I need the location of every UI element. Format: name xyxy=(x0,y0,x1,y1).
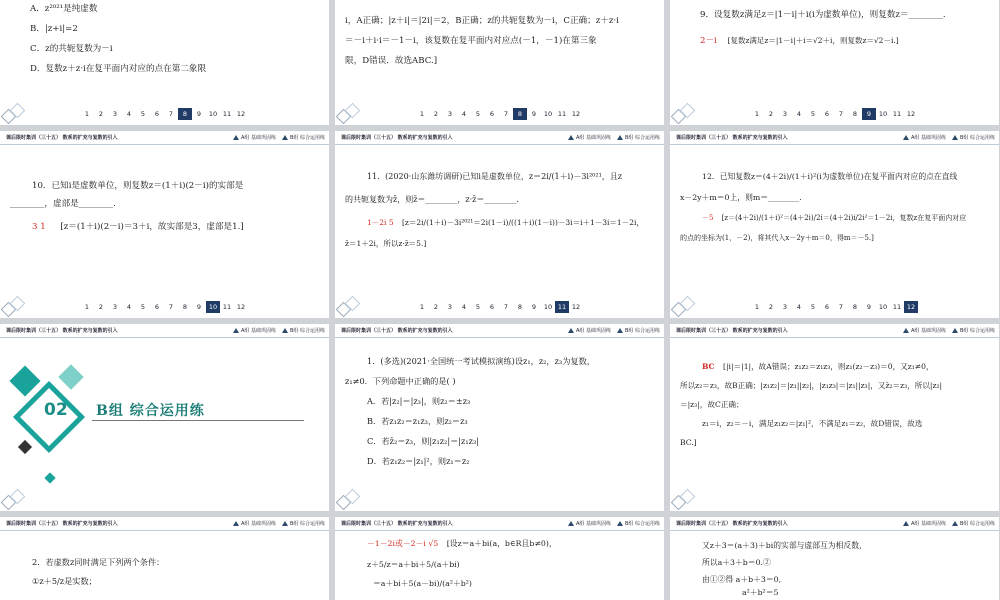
page-10-button[interactable]: 10 xyxy=(206,301,220,313)
page-11-button[interactable]: 11 xyxy=(222,110,232,118)
page-3-button[interactable]: 3 xyxy=(447,303,453,311)
page-5-button[interactable]: 5 xyxy=(475,303,481,311)
question-text: 11．(2020·山东潍坊调研)已知i是虚数单位，z＝2i/(1＋i)－3i²⁰²¹，且z xyxy=(367,172,623,181)
page-4-button[interactable]: 4 xyxy=(126,303,132,311)
pager[interactable] xyxy=(750,108,918,120)
slide-11[interactable] xyxy=(335,131,664,318)
page-1-button[interactable]: 1 xyxy=(419,110,425,118)
page-2-button[interactable]: 2 xyxy=(98,303,104,311)
page-3-button[interactable]: 3 xyxy=(782,303,788,311)
nav-b-group[interactable]: B组 综合运用练 xyxy=(617,134,660,141)
explanation-text: 所以a＋3＋b＝0.② xyxy=(702,558,771,567)
page-1-button[interactable]: 1 xyxy=(84,303,90,311)
answer-text: 1－2i 5 xyxy=(367,218,394,227)
page-9-button[interactable]: 9 xyxy=(196,303,202,311)
slide-12[interactable] xyxy=(670,131,999,318)
page-1-button[interactable]: 1 xyxy=(754,110,760,118)
page-1-button[interactable]: 1 xyxy=(84,110,90,118)
slide-b1[interactable] xyxy=(335,324,664,511)
page-7-button[interactable]: 7 xyxy=(168,110,174,118)
section-title: B组 综合运用练 xyxy=(96,403,205,419)
page-10-button[interactable]: 10 xyxy=(543,110,553,118)
page-12-button[interactable]: 12 xyxy=(904,301,918,313)
triangle-icon xyxy=(233,135,239,140)
question-text: 10．已知i是虚数单位，则复数z＝(1＋i)(2－i)的实部是 xyxy=(32,181,244,191)
page-11-button[interactable]: 11 xyxy=(222,303,232,311)
slide-b1-answer[interactable] xyxy=(670,324,999,511)
page-10-button[interactable]: 10 xyxy=(878,303,888,311)
page-6-button[interactable]: 6 xyxy=(489,110,495,118)
nav-b-group[interactable]: B组 综合运用练 xyxy=(952,134,995,141)
slide-header: 课后限时集训（三十五） 数系的扩充与复数的引入 A组 基础巩固练 B组 综合运用练 xyxy=(0,517,329,531)
nav-a-group[interactable]: A组 基础巩固练 xyxy=(903,327,946,334)
triangle-icon xyxy=(282,135,288,140)
page-12-button[interactable]: 12 xyxy=(236,303,246,311)
page-12-button[interactable]: 12 xyxy=(571,303,581,311)
option-b: B．|z+i|=2 xyxy=(30,24,78,34)
page-3-button[interactable]: 3 xyxy=(112,110,118,118)
nav-a-group[interactable]: A组 基础巩固练 xyxy=(233,134,276,141)
answer-text: －5 xyxy=(702,214,714,222)
question-text: x－2y＋m＝0上，则m＝________. xyxy=(680,193,802,202)
slide-9[interactable] xyxy=(670,0,999,125)
triangle-icon xyxy=(903,521,909,526)
slide-header: 课后限时集训（三十五） 数系的扩充与复数的引入 A组 基础巩固练 B组 综合运用练 xyxy=(670,131,999,145)
page-11-button[interactable]: 11 xyxy=(555,301,569,313)
corner-decoration xyxy=(672,489,696,509)
page-3-button[interactable]: 3 xyxy=(782,110,788,118)
option-c: C．若z̄₂＝z₃，则|z₁z₂|＝|z₁z₃| xyxy=(367,436,479,446)
triangle-icon xyxy=(568,328,574,333)
pager[interactable] xyxy=(80,301,248,313)
explanation-text: [|i|＝|1|，故A错误；z₁z₂＝z₁z₃，则z₁(z₂－z₃)＝0，又z₁≠0， xyxy=(723,362,934,371)
page-11-button[interactable]: 11 xyxy=(892,303,902,311)
explanation-text: ＝a＋bi＋5(a－bi)/(a²＋b²) xyxy=(373,579,472,588)
option-a: A．z²⁰²¹是纯虚数 xyxy=(30,4,98,14)
triangle-icon xyxy=(233,328,239,333)
triangle-icon xyxy=(617,135,623,140)
explanation-text: z＋5/z＝a＋bi＋5/(a＋bi) xyxy=(367,560,460,569)
explanation-text: z₁＝i，z₂＝－i，满足z₁z₂＝|z₁|²，不满足z₁＝z₂，故D错误，故选 xyxy=(702,419,923,428)
option-d: D．复数z＋z·i在复平面内对应的点在第二象限 xyxy=(30,64,207,74)
explanation-text: [z＝(4＋2i)/(1＋i)²＝(4＋2i)/2i＝(4＋2i)i/2i²＝1－2i，复数z在复平面内对应 xyxy=(721,214,967,222)
page-5-button[interactable]: 5 xyxy=(475,110,481,118)
page-8-button[interactable]: 8 xyxy=(513,108,527,120)
question-text: ①z＋5/z是实数； xyxy=(32,576,97,586)
page-7-button[interactable]: 7 xyxy=(838,303,844,311)
nav-a-group[interactable]: A组 基础巩固练 xyxy=(568,520,611,527)
page-10-button[interactable]: 10 xyxy=(208,110,218,118)
page-9-button[interactable]: 9 xyxy=(866,303,872,311)
page-2-button[interactable]: 2 xyxy=(98,110,104,118)
slide-b2[interactable] xyxy=(0,517,329,600)
nav-b-group[interactable]: B组 综合运用练 xyxy=(617,327,660,334)
triangle-icon xyxy=(568,135,574,140)
nav-a-group[interactable]: A组 基础巩固练 xyxy=(233,520,276,527)
corner-decoration xyxy=(337,489,361,509)
page-11-button[interactable]: 11 xyxy=(892,110,902,118)
slide-header: 课后限时集训（三十五） 数系的扩充与复数的引入 A组 基础巩固练 B组 综合运用练 xyxy=(0,131,329,145)
page-12-button[interactable]: 12 xyxy=(906,110,916,118)
nav-a-group[interactable]: A组 基础巩固练 xyxy=(233,327,276,334)
light-diamond xyxy=(58,364,83,389)
question-text: 12．已知复数z＝(4＋2i)/(1＋i)²(i为虚数单位)在复平面内对应的点在直线 xyxy=(702,172,958,181)
page-2-button[interactable]: 2 xyxy=(768,303,774,311)
slide-b2-answer[interactable] xyxy=(335,517,664,600)
page-7-button[interactable]: 7 xyxy=(838,110,844,118)
page-3-button[interactable]: 3 xyxy=(112,303,118,311)
page-12-button[interactable]: 12 xyxy=(236,110,246,118)
question-text: 的共轭复数为z̄，则z̄＝________，z·z̄＝________. xyxy=(345,195,519,204)
page-2-button[interactable]: 2 xyxy=(433,110,439,118)
triangle-icon xyxy=(233,521,239,526)
page-4-button[interactable]: 4 xyxy=(796,110,802,118)
page-7-button[interactable]: 7 xyxy=(168,303,174,311)
page-11-button[interactable]: 11 xyxy=(557,110,567,118)
explanation-text: 由①②得 a＋b＋3＝0, xyxy=(702,575,782,584)
page-9-button[interactable]: 9 xyxy=(196,110,202,118)
explanation-text: z̄＝1＋2i，所以z·z̄＝5.] xyxy=(345,239,427,248)
explanation-text: [设z＝a＋bi(a，b∈R且b≠0)， xyxy=(446,539,557,548)
triangle-icon xyxy=(617,328,623,333)
question-text: 2．若虚数z同时满足下列两个条件： xyxy=(32,557,165,567)
page-6-button[interactable]: 6 xyxy=(489,303,495,311)
nav-b-group[interactable]: B组 综合运用练 xyxy=(282,520,325,527)
nav-a-group[interactable]: A组 基础巩固练 xyxy=(568,327,611,334)
page-8-button[interactable]: 8 xyxy=(517,303,523,311)
page-5-button[interactable]: 5 xyxy=(810,110,816,118)
option-d: D．若z₁z₂＝|z₁|²，则z₁＝z₂ xyxy=(367,456,470,466)
page-4-button[interactable]: 4 xyxy=(796,303,802,311)
nav-b-group[interactable]: B组 综合运用练 xyxy=(952,520,995,527)
explanation-text: ＝|z₃|，故C正确； xyxy=(680,400,744,409)
triangle-icon xyxy=(952,521,958,526)
explanation-line: 限，D错误．故选ABC.] xyxy=(345,56,438,66)
page-8-button[interactable]: 8 xyxy=(178,108,192,120)
section-underline xyxy=(92,420,304,421)
corner-decoration xyxy=(672,103,696,123)
slide-10[interactable] xyxy=(0,131,329,318)
nav-b-group[interactable]: B组 综合运用练 xyxy=(282,134,325,141)
explanation-line: i，A正确；|z＋i|＝|2i|＝2，B正确；z的共轭复数为－i，C正确；z＋z·i xyxy=(345,16,619,26)
page-5-button[interactable]: 5 xyxy=(810,303,816,311)
page-4-button[interactable]: 4 xyxy=(461,110,467,118)
triangle-icon xyxy=(952,135,958,140)
page-8-button[interactable]: 8 xyxy=(852,110,858,118)
triangle-icon xyxy=(617,521,623,526)
slide-header: 课后限时集训（三十五） 数系的扩充与复数的引入 A组 基础巩固练 B组 综合运用练 xyxy=(335,324,664,338)
page-12-button[interactable]: 12 xyxy=(571,110,581,118)
slide-header: 课后限时集训（三十五） 数系的扩充与复数的引入 A组 基础巩固练 B组 综合运用练 xyxy=(670,517,999,531)
triangle-icon xyxy=(282,521,288,526)
answer-text: 2－i xyxy=(700,36,717,46)
answer-text: BC xyxy=(702,362,715,371)
explanation-text: 所以z₂＝z₃，故B正确；|z₁z₂|＝|z₁||z₂|，|z₁z₃|＝|z₁||z₃|，又z̄₂＝z₃，所以|z₂| xyxy=(680,381,943,390)
page-3-button[interactable]: 3 xyxy=(447,110,453,118)
explanation-text: a²＋b²＝5 xyxy=(742,588,779,597)
corner-decoration xyxy=(337,103,361,123)
page-2-button[interactable]: 2 xyxy=(433,303,439,311)
nav-a-group[interactable]: A组 基础巩固练 xyxy=(903,520,946,527)
page-10-button[interactable]: 10 xyxy=(543,303,553,311)
nav-b-group[interactable]: B组 综合运用练 xyxy=(952,327,995,334)
page-10-button[interactable]: 10 xyxy=(878,110,888,118)
page-6-button[interactable]: 6 xyxy=(824,303,830,311)
page-4-button[interactable]: 4 xyxy=(461,303,467,311)
nav-b-group[interactable]: B组 综合运用练 xyxy=(282,327,325,334)
slide-8[interactable] xyxy=(0,0,329,125)
small-diamond xyxy=(44,472,55,483)
page-9-button[interactable]: 9 xyxy=(531,303,537,311)
teal-diamond xyxy=(9,365,40,396)
question-text: z₁≠0．下列命题中正确的是( ) xyxy=(345,376,456,386)
pager[interactable] xyxy=(415,301,583,313)
corner-decoration xyxy=(2,103,26,123)
explanation-text: [z＝2i/(1＋i)－3i²⁰²¹＝2i(1－i)/((1＋i)(1－i))－3i＝i＋1－3i＝1－2i， xyxy=(402,218,644,227)
page-6-button[interactable]: 6 xyxy=(154,110,160,118)
explanation-text: 的点的坐标为(1，－2)，将其代入x－2y＋m＝0，得m＝－5.] xyxy=(680,234,874,242)
question-text: ________，虚部是________. xyxy=(10,199,116,209)
nav-a-group[interactable]: A组 基础巩固练 xyxy=(568,134,611,141)
answer-text: 3 1 xyxy=(32,222,46,232)
slide-header: 课后限时集训（三十五） 数系的扩充与复数的引入 A组 基础巩固练 B组 综合运用练 xyxy=(335,517,664,531)
page-9-button[interactable]: 9 xyxy=(531,110,537,118)
triangle-icon xyxy=(282,328,288,333)
option-b: B．若z₁z₂＝z₁z₃，则z₂＝z₃ xyxy=(367,416,468,426)
explanation-line: ＝－i＋i·i＝－1－i，该复数在复平面内对应点(－1，－1)在第三象 xyxy=(345,36,597,46)
triangle-icon xyxy=(952,328,958,333)
slide-header: 课后限时集训（三十五） 数系的扩充与复数的引入 A组 基础巩固练 B组 综合运用练 xyxy=(0,324,329,338)
page-8-button[interactable]: 8 xyxy=(852,303,858,311)
corner-decoration xyxy=(672,296,696,316)
page-1-button[interactable]: 1 xyxy=(419,303,425,311)
page-5-button[interactable]: 5 xyxy=(140,110,146,118)
slide-header: 课后限时集训（三十五） 数系的扩充与复数的引入 A组 基础巩固练 B组 综合运用练 xyxy=(335,131,664,145)
corner-decoration xyxy=(2,296,26,316)
slide-section-b[interactable] xyxy=(0,324,329,511)
slide-b2-answer-cont[interactable] xyxy=(670,517,999,600)
page-5-button[interactable]: 5 xyxy=(140,303,146,311)
triangle-icon xyxy=(903,135,909,140)
question-text: 9．设复数z满足z＝|1－i|＋i(i为虚数单位)，则复数z＝________. xyxy=(700,10,946,20)
explanation-text: [复数z满足z＝|1－i|＋i＝√2＋i，则复数z＝√2－i.] xyxy=(727,36,899,45)
triangle-icon xyxy=(568,521,574,526)
corner-decoration xyxy=(337,296,361,316)
option-a: A．若|z₂|＝|z₃|，则z₂＝±z₃ xyxy=(367,396,471,406)
page-2-button[interactable]: 2 xyxy=(768,110,774,118)
corner-decoration xyxy=(2,489,26,509)
explanation-text: 又z＋3＝(a＋3)＋bi的实部与虚部互为相反数， xyxy=(702,541,867,550)
nav-b-group[interactable]: B组 综合运用练 xyxy=(617,520,660,527)
page-6-button[interactable]: 6 xyxy=(824,110,830,118)
page-7-button[interactable]: 7 xyxy=(503,303,509,311)
page-4-button[interactable]: 4 xyxy=(126,110,132,118)
pager[interactable] xyxy=(80,108,248,120)
page-7-button[interactable]: 7 xyxy=(503,110,509,118)
question-text: 1．(多选)(2021·全国统一考试模拟演练)设z₁，z₂，z₃为复数， xyxy=(367,356,595,366)
answer-text: －1－2i或－2－i √5 xyxy=(367,539,439,548)
triangle-icon xyxy=(903,328,909,333)
slide-8-answer[interactable] xyxy=(335,0,664,125)
pager[interactable] xyxy=(750,301,918,313)
page-9-button[interactable]: 9 xyxy=(862,108,876,120)
page-1-button[interactable]: 1 xyxy=(754,303,760,311)
page-6-button[interactable]: 6 xyxy=(154,303,160,311)
nav-a-group[interactable]: A组 基础巩固练 xyxy=(903,134,946,141)
pager[interactable] xyxy=(415,108,583,120)
dark-diamond xyxy=(18,440,32,454)
page-8-button[interactable]: 8 xyxy=(182,303,188,311)
option-c: C．z的共轭复数为－i xyxy=(30,44,113,54)
explanation-text: BC.] xyxy=(680,438,697,447)
section-number: 02 xyxy=(44,400,68,420)
explanation-text: [z＝(1＋i)(2－i)＝3＋i，故实部是3，虚部是1.] xyxy=(60,222,244,232)
slide-header: 课后限时集训（三十五） 数系的扩充与复数的引入 A组 基础巩固练 B组 综合运用练 xyxy=(670,324,999,338)
